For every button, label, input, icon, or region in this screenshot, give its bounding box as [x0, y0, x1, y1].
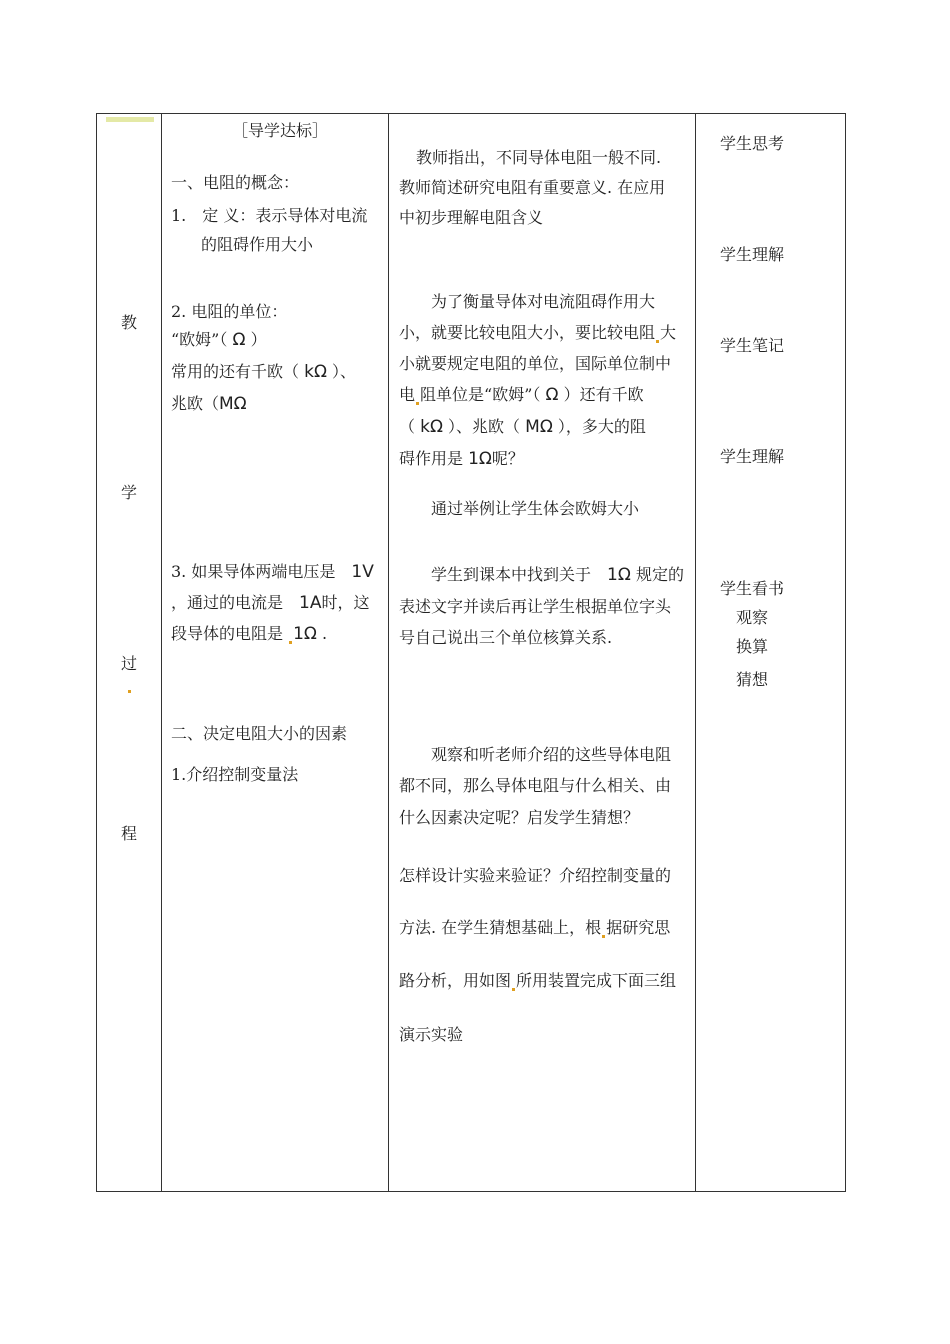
concept-title: 一、电阻的概念：: [171, 173, 300, 192]
stage-char-4: 程: [121, 824, 138, 843]
unit-title: 2. 电阻的单位：: [171, 302, 288, 321]
column-divider-2: [388, 114, 389, 1191]
stage-char-1: 教: [121, 313, 138, 332]
para2-line-1: 为了衡量导体对电流阻碍作用大: [431, 292, 656, 311]
question-line-1: 3. 如果导体两端电压是 1V: [171, 562, 374, 582]
para4-line-1: 学生到课本中找到关于 1Ω 规定的: [431, 565, 684, 585]
definition-line-2: 的阻碍作用大小: [201, 235, 314, 254]
para2-line-5: （ kΩ ）、兆欧（ MΩ ），多大的阻: [399, 417, 646, 437]
common-units-line: 常用的还有千欧（ kΩ ）、: [171, 362, 357, 382]
tiny-tag: [106, 117, 154, 122]
para5-line-1: 观察和听老师介绍的这些导体电阻: [431, 745, 672, 764]
para1-line-2: 教师简述研究电阻有重要意义. 在应用: [399, 178, 666, 197]
para2-line-2: 小，就要比较电阻大小，要比较电阻 大: [399, 323, 677, 342]
speck: [128, 690, 131, 693]
section-header: ［导学达标］: [232, 121, 329, 140]
activity-3: 学生笔记: [719, 336, 784, 355]
column-divider-1: [161, 114, 162, 1191]
question-line-3: 段导体的电阻是 1Ω .: [171, 624, 328, 644]
para5-line-3: 什么因素决定呢？启发学生猜想？: [399, 808, 640, 827]
activity-5: 学生看书: [719, 579, 784, 598]
lesson-table: [96, 113, 846, 1192]
question-line-2: ，通过的电流是 1A时，这: [171, 593, 370, 613]
para5-line-2: 都不同，那么导体电阻与什么相关、由: [399, 776, 672, 795]
para6-line-4: 演示实验: [399, 1025, 464, 1044]
para1-line-1: 教师指出，不同导体电阻一般不同.: [416, 148, 662, 167]
para4-line-3: 号自己说出三个单位核算关系.: [399, 628, 613, 647]
ohm-line: “欧姆”（ Ω ）: [171, 330, 267, 350]
para6-line-3: 路分析，用如图 所用装置完成下面三组: [399, 971, 677, 990]
activity-2: 学生理解: [719, 245, 784, 264]
activity-1: 学生思考: [719, 134, 784, 153]
activity-7: 换算: [735, 637, 768, 656]
column-divider-3: [695, 114, 696, 1191]
para2-line-6: 碍作用是 1Ω呢？: [399, 449, 524, 469]
para1-line-3: 中初步理解电阻含义: [399, 208, 544, 227]
activity-6: 观察: [735, 608, 768, 627]
control-variable-item: 1.介绍控制变量法: [171, 765, 299, 784]
stage-char-2: 学: [121, 483, 138, 502]
activity-4: 学生理解: [719, 447, 784, 466]
para4-line-2: 表述文字并读后再让学生根据单位字头: [399, 597, 672, 616]
para6-line-2: 方法. 在学生猜想基础上，根 据研究思: [399, 918, 671, 937]
megaohm-line: 兆欧（MΩ: [171, 394, 247, 414]
para3: 通过举例让学生体会欧姆大小: [431, 499, 640, 518]
activity-8: 猜想: [735, 670, 768, 689]
para2-line-3: 小就要规定电阻的单位，国际单位制中: [399, 354, 672, 373]
factors-title: 二、决定电阻大小的因素: [171, 724, 348, 743]
para6-line-1: 怎样设计实验来验证？介绍控制变量的: [399, 866, 672, 885]
stage-char-3: 过: [121, 654, 138, 673]
para2-line-4: 电 阻单位是“欧姆”（ Ω ）还有千欧: [399, 385, 644, 405]
definition-line-1: 1. 定 义：表示导体对电流: [171, 206, 368, 225]
